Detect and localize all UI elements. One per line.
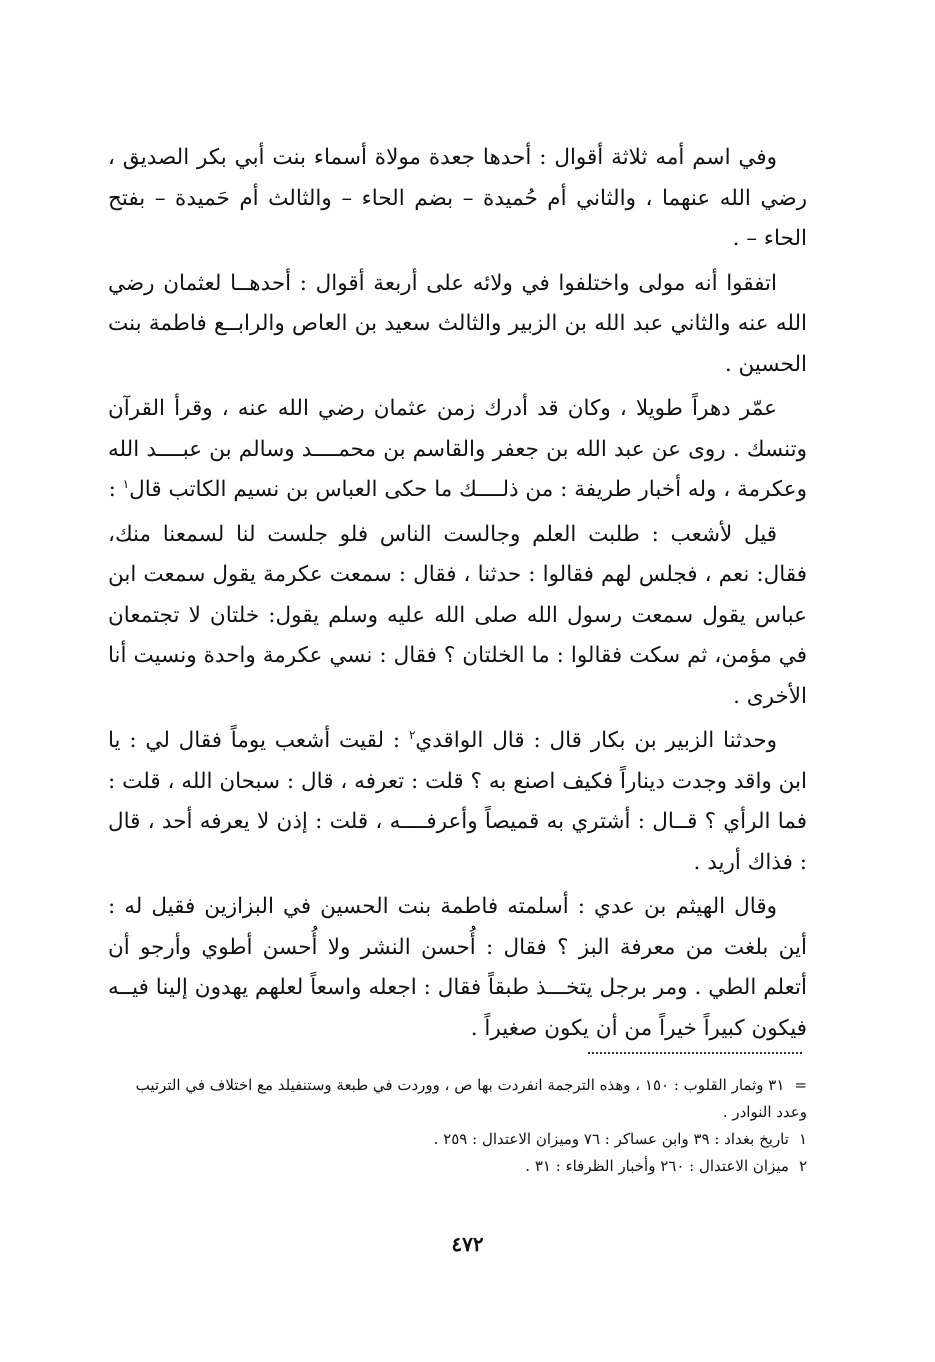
biography-tail: : — [108, 477, 123, 502]
footnote-ref-2: ٢ — [408, 727, 416, 742]
paragraph-mother-name: وفي اسم أمه ثلاثة أقوال : أحدها جعدة مولاة أسماء بنت أبي بكر الصديق ، رضي الله عنهما ، والثاني أم حُميدة – بضم الحاء – والثالث أم حَميدة – بفتح الحاء – . — [108, 145, 807, 251]
footnote-separator — [588, 1052, 802, 1054]
footnote-text: تاريخ بغداد : ٣٩ وابن عساكر : ٧٦ وميزان الاعتدال : ٢٥٩ . — [433, 1130, 789, 1148]
footnote-2 — [108, 1153, 807, 1180]
footnote-1 — [108, 1126, 807, 1153]
paragraph-patronage: اتفقوا أنه مولى واختلفوا في ولائه على أربعة أقوال : أحدهــا لعثمان رضي الله عنه والثاني عبد الله بن الزبير والثالث سعيد بن العاص والرابــع فاطمة بنت الحسين . — [108, 270, 807, 377]
waqidi-intro: وحدثنا الزبير بن بكار قال : قال الواقدي — [415, 728, 778, 753]
footnote-continuation — [108, 1072, 807, 1126]
waqidi-body: يا ابن واقد وجدت ديناراً فكيف اصنع به ؟ قلت : تعرفه ، قال : سبحان الله ، قلت : فما الرأي ؟ قــال : أشتري به قميصاً وأعرفــــه ، قلت : إذن لا يعرفه أحد ، قال : فذاك أريد . — [108, 728, 807, 875]
main-text — [108, 138, 807, 1053]
biography-text: عمّر دهراً طويلا ، وكان قد أدرك زمن عثمان رضي الله عنه ، وقرأ القرآن وتنسك . روى عن عبد الله بن جعفر والقاسم بن محمــــد وسالم بن عبــــد الله وعكرمة ، وله أخبار طريفة : من ذلــــك ما حكى العباس بن نسيم الكاتب قال — [108, 396, 807, 502]
footnote-ref-1: ١ — [122, 476, 130, 491]
page-number: ٤٧٢ — [451, 1232, 484, 1256]
paragraph-ashab-hadith: قيل لأشعب : طلبت العلم وجالست الناس فلو جلست لنا لسمعنا منك، فقال: نعم ، فجلس لهم فقالوا : حدثنا ، فقال : سمعت عكرمة يقول سمعت ابن عباس يقول سمعت رسول الله صلى الله عليه وسلم يقول: خلتان لا تجتمعان في مؤمن، ثم سكت فقالوا : ما الخلتان ؟ فقال : نسي عكرمة واحدة ونسيت أنا الأخرى . — [108, 521, 807, 709]
footnote-mark: = — [794, 1076, 807, 1094]
footnote-mark: ٢ — [798, 1157, 807, 1175]
footnote-text: ميزان الاعتدال : ٢٦٠ وأخبار الظرفاء : ٣١ . — [525, 1157, 789, 1175]
paragraph-haytham-anecdote: وقال الهيثم بن عدي : أسلمته فاطمة بنت الحسين في البزازين فقيل له : أين بلغت من معرفة البز ؟ فقال : أُحسن النشر ولا أُحسن أطوي وأرجو أن أتعلم الطي . ومر برجل يتخـــذ طبقاً فقال : اجعله واسعاً لعلهم يهدون إلينا فيــه فيكون كبيراً خيراً من أن يكون صغيراً . — [108, 894, 807, 1041]
paragraph-waqidi-anecdote — [108, 721, 807, 883]
footnote-text: ٣١ وثمار القلوب : ١٥٠ ، وهذه الترجمة انفردت بها ص ، ووردت في طبعة وستنفيلد مع اختلاف في الترتيب وعدد النوادر . — [135, 1076, 807, 1121]
footnotes — [108, 1072, 807, 1180]
paragraph-biography — [108, 389, 807, 511]
waqidi-intro-tail: : لقيت أشعب يوماً فقال لي : — [129, 728, 409, 753]
footnote-mark: ١ — [798, 1130, 807, 1148]
